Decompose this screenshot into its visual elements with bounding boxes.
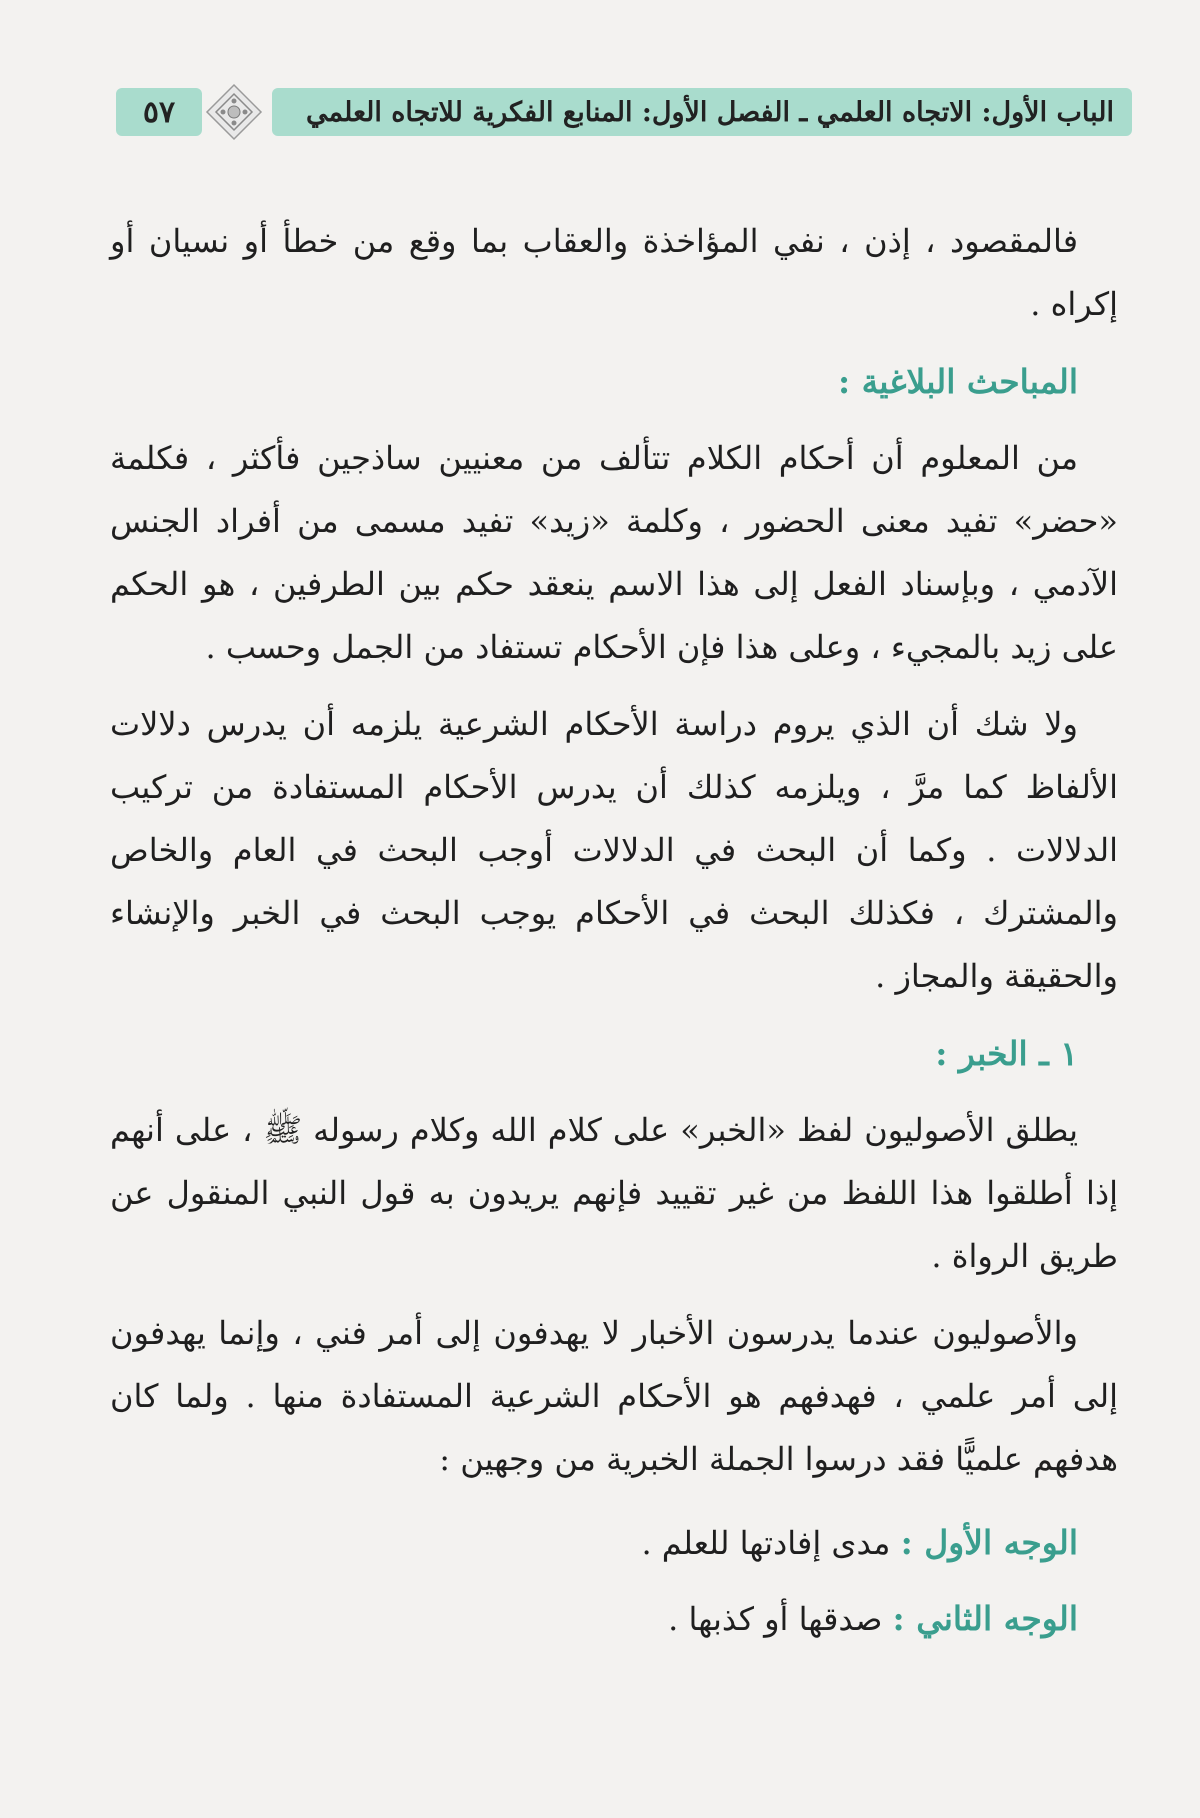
paragraph-khabar-definition: يطلق الأصوليون لفظ «الخبر» على كلام الله وكلام رسوله ﷺ ، على أنهم إذا أطلقوا هذا اللفظ من غير تقييد فإنهم يريدون به قول النبي المنقول عن طريق الرواة . [110,1111,1119,1275]
aspect-label-second: الوجه الثاني : [892,1599,1078,1638]
section-heading-khabar: ١ ـ الخبر : [935,1034,1078,1073]
page-number-text: ٥٧ [142,94,176,130]
paragraph-conclusion: فالمقصود ، إذن ، نفي المؤاخذة والعقاب بما وقع من خطأ أو نسيان أو إكراه . [110,222,1118,323]
paragraph-study-of-rulings: ولا شك أن الذي يروم دراسة الأحكام الشرعية يلزمه أن يدرس دلالات الألفاظ كما مرَّ ، ويلزمه كذلك أن يدرس الأحكام المستفادة من تركيب الدلالات . وكما أن البحث في الدلالات أوجب البحث في العام والخاص والمشترك ، فكذلك البحث في الأحكام يوجب البحث في الخبر والإنشاء والحقيقة والمجاز . [110,705,1119,995]
page-body [110,210,1118,1657]
aspect-text-second: صدقها أو كذبها . [668,1600,883,1638]
section-heading-rhetoric: المباحث البلاغية : [837,362,1078,401]
aspect-item-second [110,1581,1118,1657]
diamond-ornament-icon [202,80,266,144]
running-header-title: الباب الأول: الاتجاه العلمي ـ الفصل الأول: المنابع الفكرية للاتجاه العلمي [306,96,1114,128]
paragraph-usulis-aim: والأصوليون عندما يدرسون الأخبار لا يهدفون إلى أمر فني ، وإنما يهدفون إلى أمر علمي ، فهدفهم هو الأحكام الشرعية المستفادة منها . ولما كان هدفهم علميًّا فقد درسوا الجملة الخبرية من وجهين : [110,1314,1118,1478]
running-header [272,88,1132,136]
page-number [116,88,202,136]
aspect-text-first: مدى إفادتها للعلم . [641,1524,891,1562]
aspect-item-first [110,1505,1118,1581]
aspect-label-first: الوجه الأول : [900,1523,1078,1562]
paragraph-rulings-composition: من المعلوم أن أحكام الكلام تتألف من معنيين ساذجين فأكثر ، فكلمة «حضر» تفيد معنى الحضور ، وكلمة «زيد» تفيد مسمى من أفراد الجنس الآدمي ، وبإسناد الفعل إلى هذا الاسم ينعقد حكم بين الطرفين ، هو الحكم على زيد بالمجيء ، وعلى هذا فإن الأحكام تستفاد من الجمل وحسب . [110,439,1119,666]
